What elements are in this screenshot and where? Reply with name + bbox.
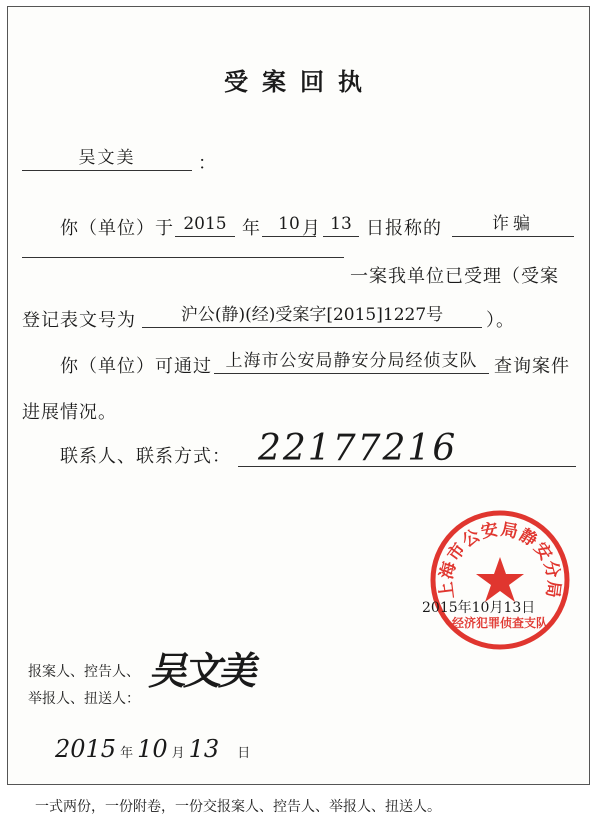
sign-year: 2015 xyxy=(55,735,117,763)
month-unit: 月 xyxy=(302,218,321,239)
contact-label: 联系人、联系方式： xyxy=(60,446,231,467)
recipient-name: 吴文美 xyxy=(22,146,192,171)
para1-line2-tail: 一案我单位已受理（受案 xyxy=(350,266,559,287)
seal-text: 上海市公安局静安分局 xyxy=(436,519,564,600)
sign-month-unit: 月 xyxy=(171,746,185,761)
case-type: 诈骗 xyxy=(452,212,574,237)
recipient-colon: ： xyxy=(198,153,217,174)
para1-line3-lead: 登记表文号为 xyxy=(22,310,136,331)
registration-number: 沪公(静)(经)受案字[2015]1227号 xyxy=(142,303,482,328)
document-title: 受案回执 xyxy=(224,67,376,96)
seal-date: 2015年10月13日 xyxy=(422,600,536,616)
sign-day: 13 xyxy=(188,735,220,763)
sign-date xyxy=(55,735,250,763)
sign-month: 10 xyxy=(137,735,168,763)
sign-year-unit: 年 xyxy=(120,746,134,761)
report-month: 10 xyxy=(262,212,316,237)
year-unit: 年 xyxy=(242,218,261,239)
report-year: 2015 xyxy=(175,212,235,237)
report-day: 13 xyxy=(323,212,359,237)
reporter-label-2: 举报人、扭送人： xyxy=(28,691,140,707)
sign-day-unit: 日 xyxy=(237,746,251,761)
para1-line3-tail: ）。 xyxy=(486,310,515,331)
blank-line xyxy=(22,257,344,258)
seal-subtext: 经济犯罪侦查支队 xyxy=(451,616,549,630)
para1-lead: 你（单位）于 xyxy=(60,218,174,239)
para2-tail: 查询案件 xyxy=(494,356,570,377)
day-text: 日报称的 xyxy=(366,218,442,239)
handling-unit: 上海市公安局静安分局经侦支队 xyxy=(214,349,489,374)
para2-lead: 你（单位）可通过 xyxy=(60,356,212,377)
reporter-signature: 吴文美 xyxy=(148,648,254,693)
footer-note: 一式两份，一份附卷，一份交报案人、控告人、举报人、扭送人。 xyxy=(35,799,441,815)
official-seal xyxy=(425,505,575,655)
contact-phone xyxy=(238,428,576,469)
seal-star-icon xyxy=(476,557,524,602)
para2-line2: 进展情况。 xyxy=(22,402,117,423)
contact-phone-text: 22177216 xyxy=(258,428,458,469)
reporter-label-1: 报案人、控告人、 xyxy=(28,664,140,680)
